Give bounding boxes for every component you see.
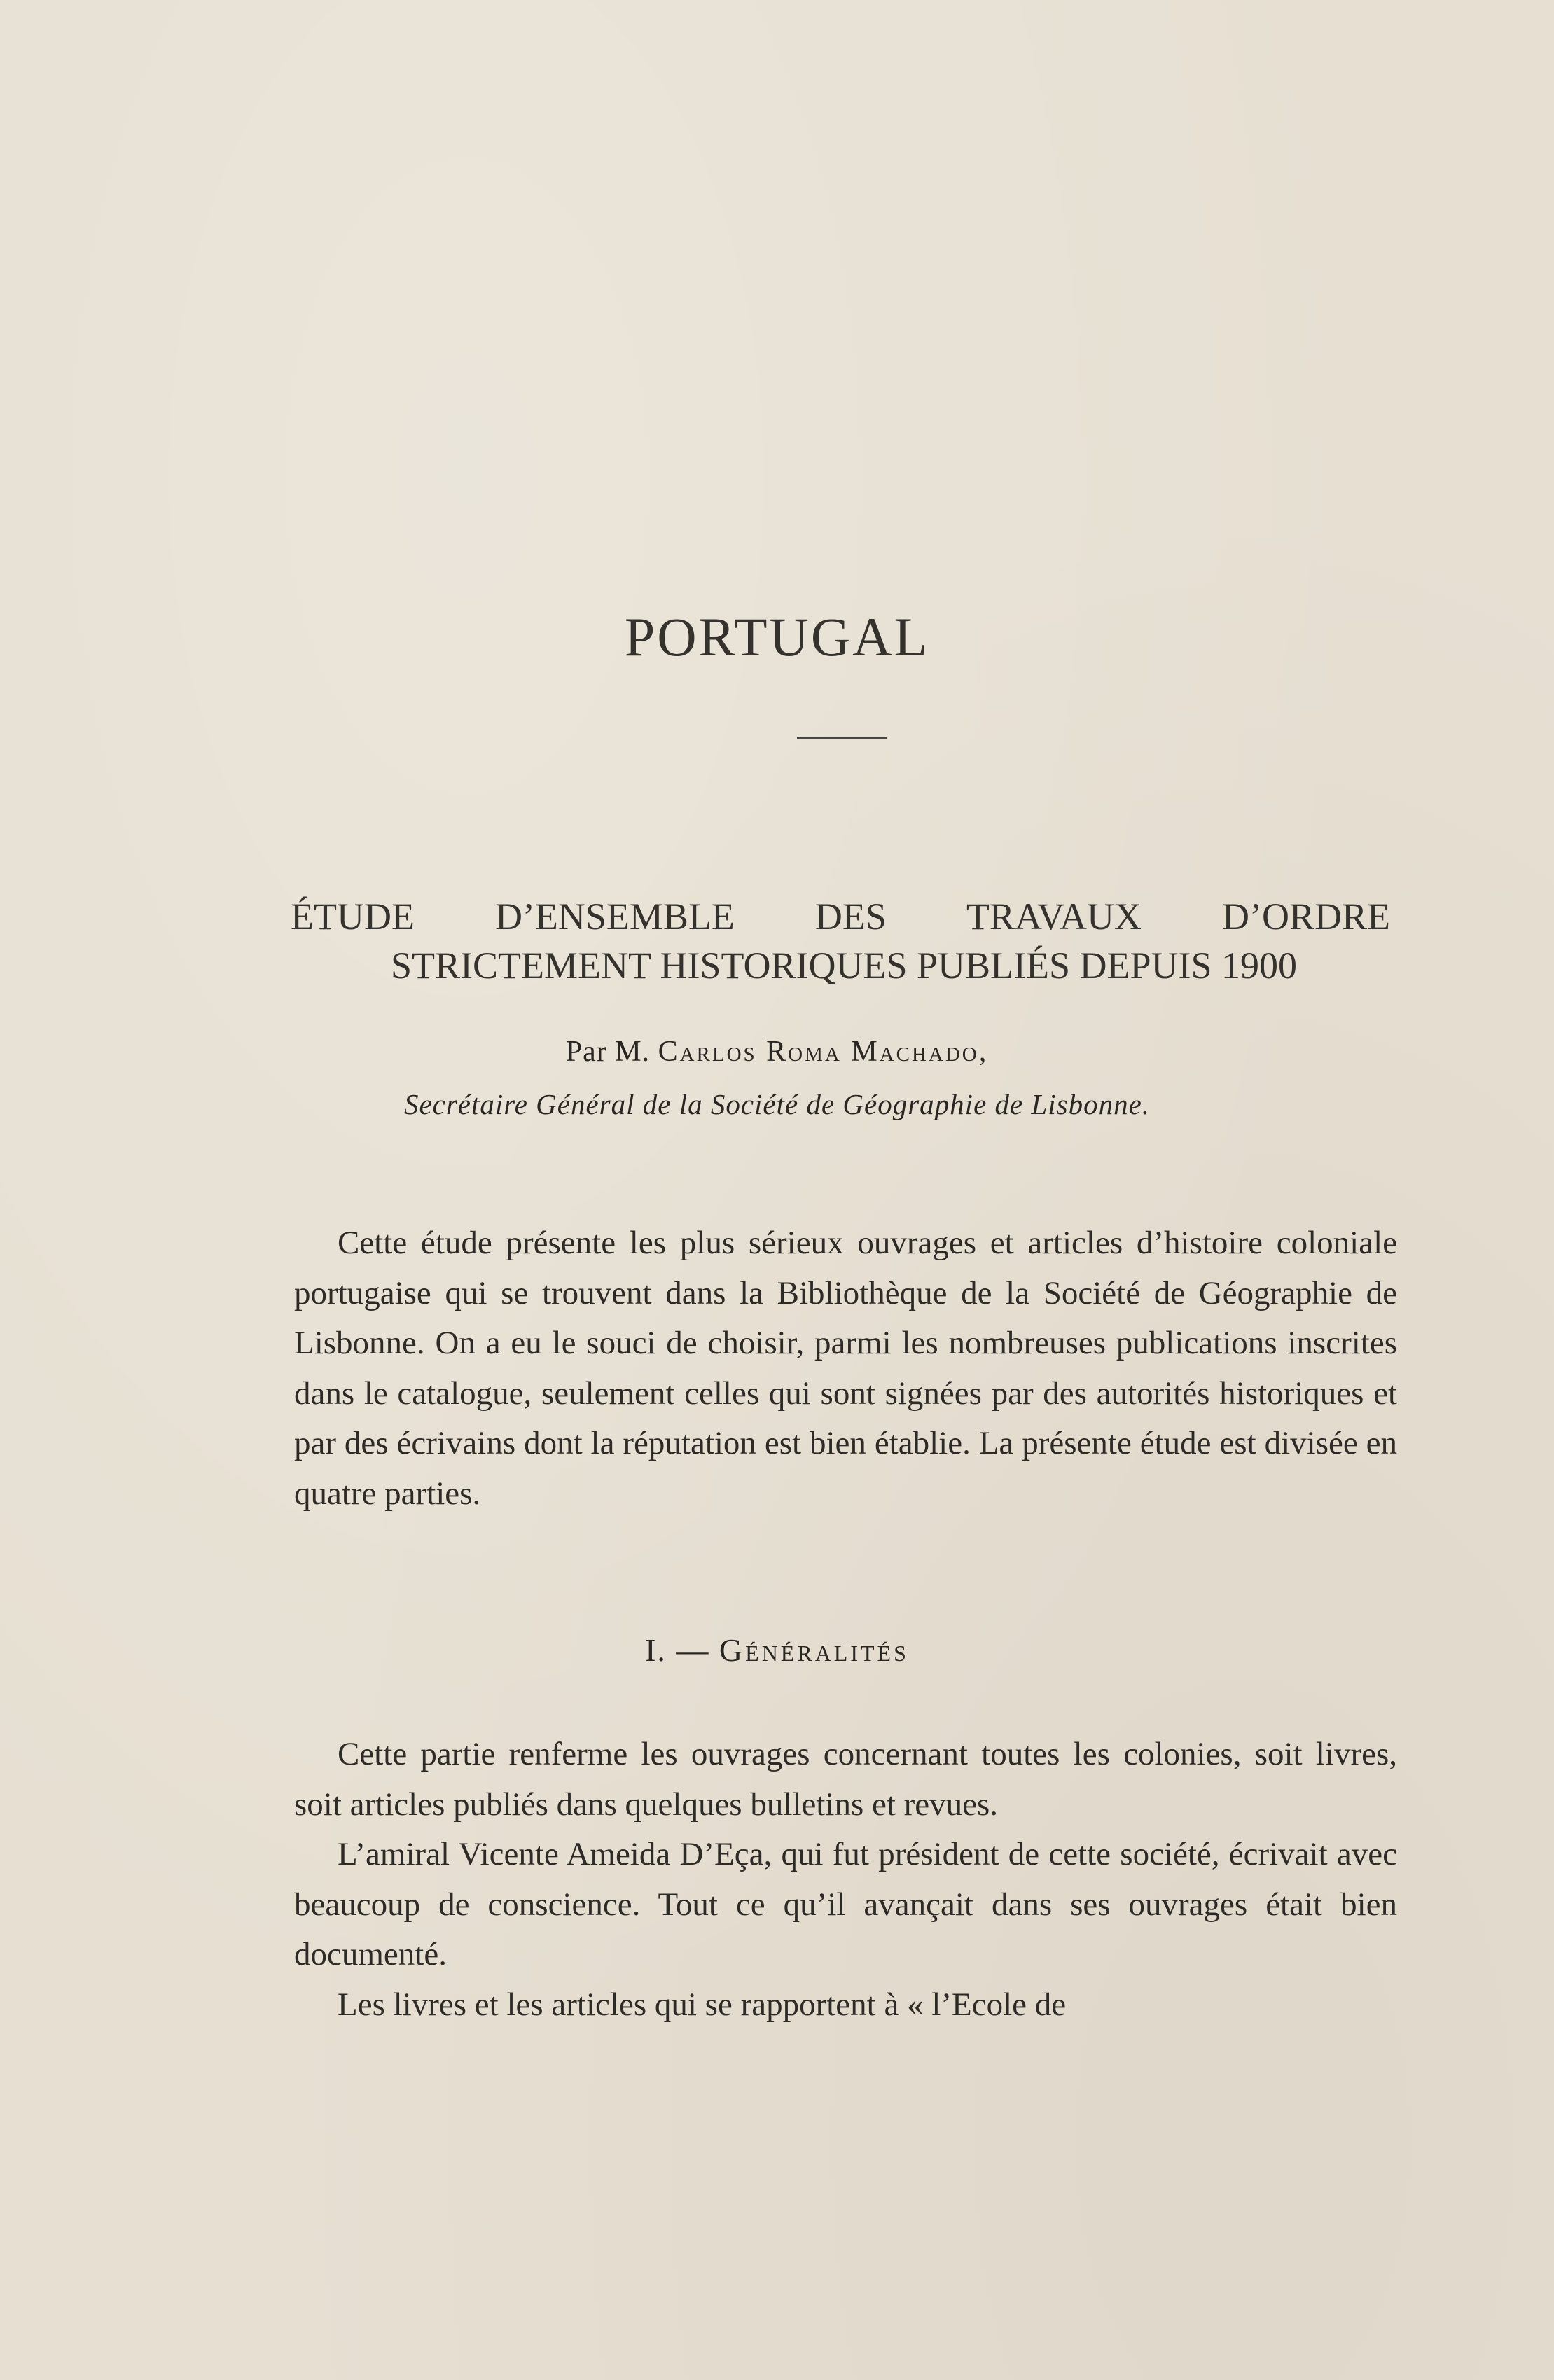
title-divider xyxy=(797,737,887,739)
page-title: PORTUGAL xyxy=(624,606,930,667)
intro-section xyxy=(294,1218,1397,1519)
body-paragraph: Cette partie renferme les ouvrages concernant toutes les colonies, soit livres, soit articles publiés dans quelques bulletins et revues. xyxy=(294,1736,1397,1823)
article-title-line-2: STRICTEMENT HISTORIQUES PUBLIÉS DEPUIS 1900 xyxy=(390,945,1298,987)
byline-prefix: Par M. xyxy=(565,1036,651,1068)
section-heading xyxy=(0,1631,1554,1669)
article-title-line-1: ÉTUDE D’ENSEMBLE DES TRAVAUX D’ORDRE xyxy=(291,896,1390,938)
author-affiliation: Secrétaire Général de la Société de Géographie de Lisbonne. xyxy=(403,1088,1151,1120)
byline xyxy=(0,1035,1554,1069)
section-number: I. — xyxy=(645,1632,710,1668)
intro-paragraph: Cette étude présente les plus sérieux ouvrages et articles d’histoire coloniale portugaise qui se trouvent dans la Bibliothèque de la Société de Géographie de Lisbonne. On a eu le souci de choisir, parmi les nombreuses publications inscrites dans le catalogue, seulement celles qui sont signées par des autorités historiques et par des écrivains dont la réputation est bien établie. La présente étude est divisée en quatre parties. xyxy=(294,1225,1397,1512)
body-paragraph: L’amiral Vicente Ameida D’Eça, qui fut président de cette société, écrivait avec beaucoup de conscience. Tout ce qu’il avançait dans ses ouvrages était bien documenté. xyxy=(294,1836,1397,1972)
section-title: Généralités xyxy=(719,1632,909,1668)
author-name: Carlos Roma Machado, xyxy=(658,1036,989,1068)
body-paragraph: Les livres et les articles qui se rapportent à « l’Ecole de xyxy=(338,1986,1067,2023)
section-body xyxy=(294,1730,1397,2030)
